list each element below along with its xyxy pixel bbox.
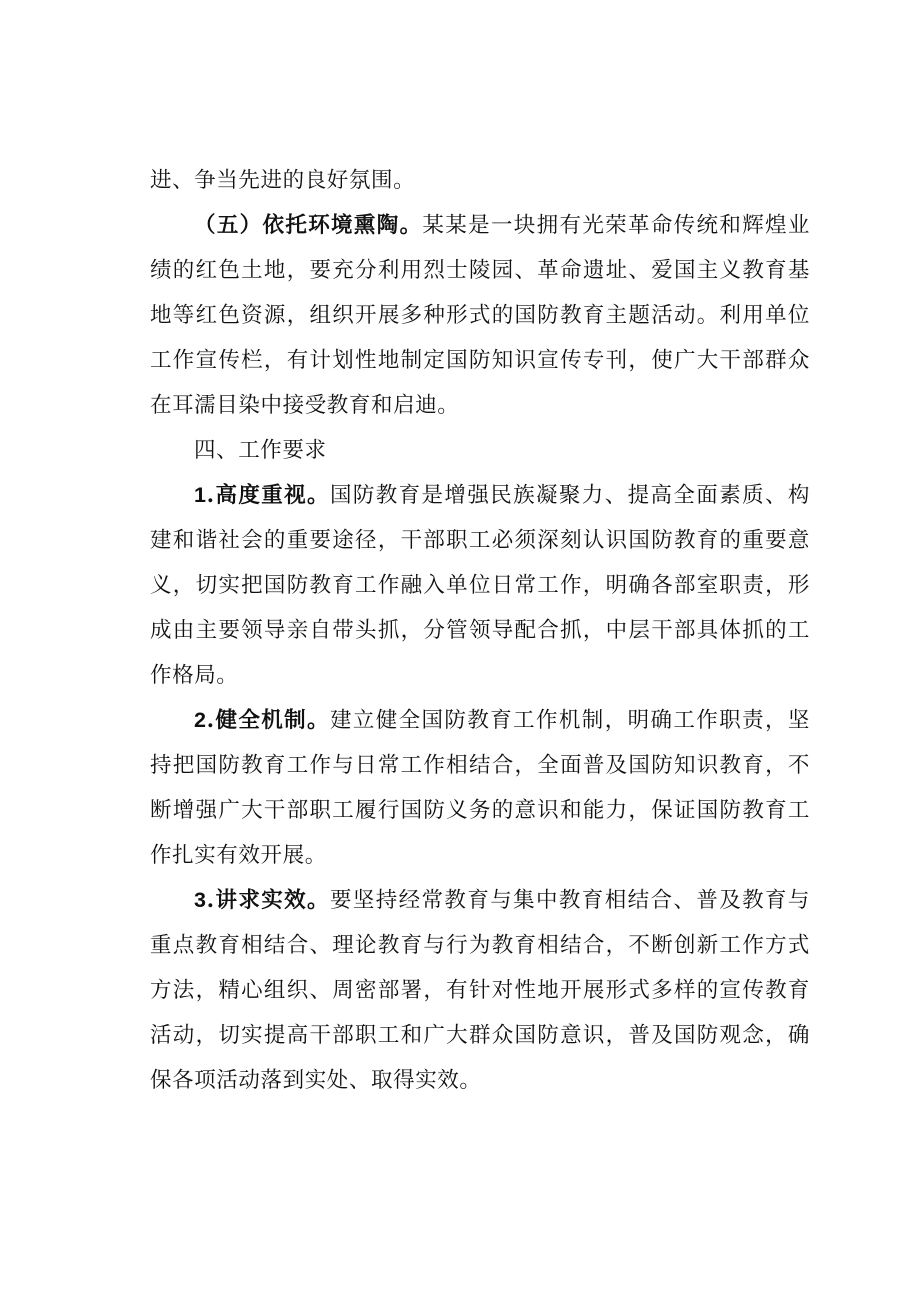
item-text: 国防教育是增强民族凝聚力、提高全面素质、构建和谐社会的重要途径，干部职工必须深刻认识国防教育的重要意义，切实把国防教育工作融入单位日常工作，明确各部室职责，形成由主要领导亲自带头抓，分管领导配合抓，中层干部具体抓的工作格局。 — [150, 483, 810, 688]
item-title: .讲求实效。 — [206, 888, 330, 913]
requirement-item-3 — [150, 878, 810, 1103]
item-title: .高度重视。 — [206, 483, 330, 508]
paragraph-environment — [150, 203, 810, 428]
requirement-item-2 — [150, 698, 810, 878]
item-text: 建立健全国防教育工作机制，明确工作职责，坚持把国防教育工作与日常工作相结合，全面普及国防知识教育，不断增强广大干部职工履行国防义务的意识和能力，保证国防教育工作扎实有效开展。 — [150, 708, 810, 868]
section-heading: 四、工作要求 — [194, 438, 327, 463]
paragraph-continuation: 进、争当先进的良好氛围。 — [150, 168, 416, 193]
document-body — [150, 158, 810, 1103]
item-title: .健全机制。 — [206, 708, 330, 733]
item-text: 要坚持经常教育与集中教育相结合、普及教育与重点教育相结合、理论教育与行为教育相结合，不断创新工作方式方法，精心组织、周密部署，有针对性地开展形式多样的宣传教育活动，切实提高干部职工和广大群众国防意识，普及国防观念，确保各项活动落到实处、取得实效。 — [150, 888, 810, 1093]
item-number: 1 — [194, 483, 207, 507]
paragraph-text: 某某是一块拥有光荣革命传统和辉煌业绩的红色土地，要充分利用烈士陵园、革命遗址、爱国主义教育基地等红色资源，组织开展多种形式的国防教育主题活动。利用单位工作宣传栏，有计划性地制定国防知识宣传专刊，使广大干部群众在耳濡目染中接受教育和启迪。 — [150, 213, 810, 418]
item-number: 3 — [194, 888, 207, 912]
paragraph-lead: （五）依托环境熏陶。 — [194, 213, 423, 238]
item-number: 2 — [194, 708, 207, 732]
requirement-item-1 — [150, 473, 810, 698]
